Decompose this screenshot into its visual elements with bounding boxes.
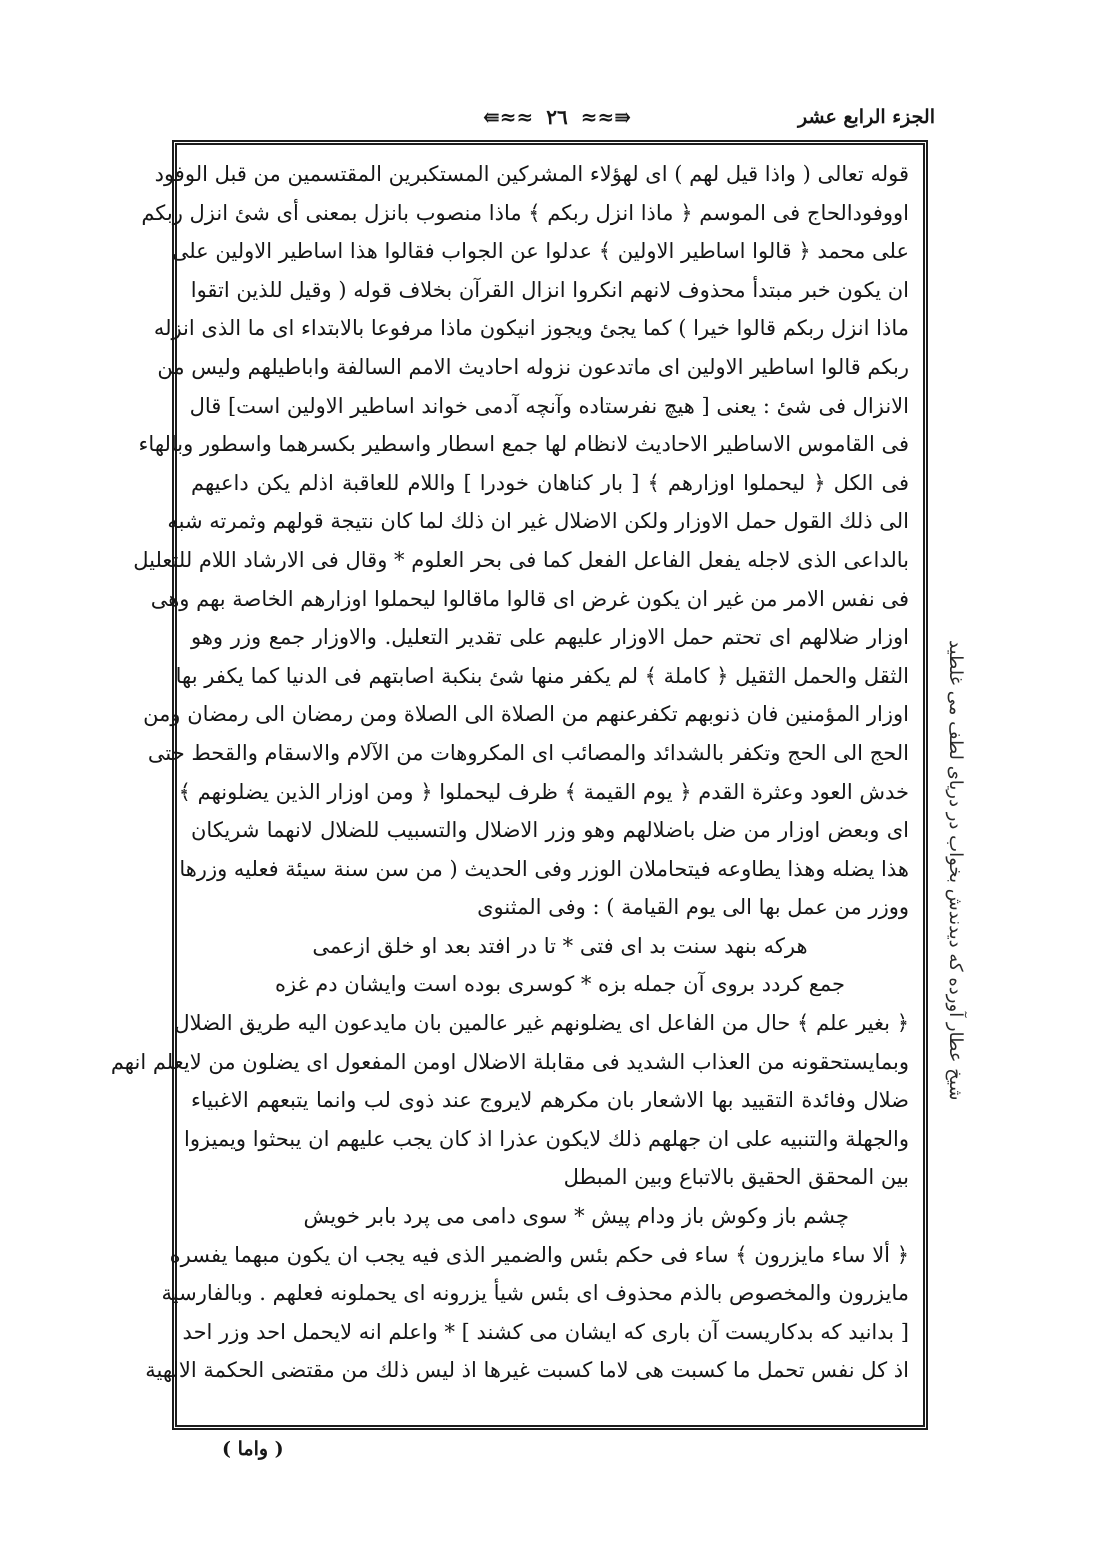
text-line: اى وبعض اوزار من ضل باضلالهم وهو وزر الاضلال والتسبيب للضلال لانهما شريكان xyxy=(191,818,909,843)
text-line: قوله تعالى ( واذا قيل لهم ) اى لهؤلاء المشركين المستكبرين المقتسمين من قبل الوفود xyxy=(154,162,909,186)
text-line: ربكم قالوا اساطير الاولين اى ماتدعون نزوله احاديث الامم السالفة واباطيلهم وليس من xyxy=(157,354,909,379)
text-line: هذا يضله وهذا يطاوعه فيتحاملان الوزر وفى الحديث ( من سن سنة سيئة فعليه وزرها xyxy=(179,856,909,881)
text-line: ووزر من عمل بها الى يوم القيامة ) : وفى المثنوى xyxy=(477,895,909,920)
text-line: على محمد ﴿ قالوا اساطير الاولين ﴾ عدلوا عن الجواب فقالوا هذا اساطير الاولين على xyxy=(171,239,909,264)
text-line: خدش العود وعثرة القدم ﴿ يوم القيمة ﴾ ظرف ليحملوا ﴿ ومن اوزار الذين يضلونهم ﴾ xyxy=(178,779,909,804)
text-line: ضلال وفائدة التقييد بها الاشعار بان مكرهم لايروج عند ذوى لب وانما يتبعهم الاغبياء xyxy=(191,1088,909,1113)
text-line: اذ كل نفس تحمل ما كسبت هى لاما كسبت غيرها اذ ليس ذلك من مقتضى الحكمة الالهية xyxy=(145,1358,909,1383)
page-number: ٢٦ xyxy=(546,105,568,129)
text-line: الثقل والحمل الثقيل ﴿ كاملة ﴾ لم يكفر منها شئ بنكبة اصابتهم فى الدنيا كما يكفر بها xyxy=(175,663,909,688)
running-header xyxy=(165,100,935,140)
verse-line: جمع كردد بروى آن جمله بزه * كوسرى بوده است وايشان دم غزه xyxy=(274,972,846,997)
text-line: اوزار المؤمنين فان ذنوبهم تكفرعنهم من الصلاة الى الصلاة ومن رمضان الى رمضان ومن xyxy=(143,702,909,727)
text-line: بين المحقق الحقيق بالاتباع وبين المبطل xyxy=(563,1165,909,1190)
text-line: الى ذلك القول حمل الاوزار ولكن الاضلال غير ان ذلك لما كان نتيجة قولهم وثمرته شبه xyxy=(167,509,909,534)
verse-line: هركه بنهد سنت بد اى فتى * تا در افتد بعد او خلق ازعمى xyxy=(312,933,808,958)
text-line: ﴿ بغير علم ﴾ حال من الفاعل اى يضلونهم غير عالمين بان مايدعون اليه طريق الضلال xyxy=(174,1011,909,1036)
text-line: فى الكل ﴿ ليحملوا اوزارهم ﴾ [ بار كناهان خودرا ] واللام للعاقبة اذلم يكن داعيهم xyxy=(191,470,909,495)
text-line: ان يكون خبر مبتدأ محذوف لانهم انكروا انزال القرآن بخلاف قوله ( وقيل للذين اتقوا xyxy=(190,277,909,302)
text-line: بالداعى الذى لاجله يفعل الفاعل الفعل كما فى بحر العلوم * وقال فى الارشاد اللام للتعليل xyxy=(133,547,909,572)
text-line: الحج الى الحج وتكفر بالشدائد والمصائب اى المكروهات من الآلام والاسقام والقحط حتى xyxy=(147,740,909,765)
ornament-right: ≈≈⇛ xyxy=(580,105,631,129)
text-line: مايزرون والمخصوص بالذم محذوف اى بئس شيأ يزرونه اى يحملونه فعلهم . وبالفارسية xyxy=(161,1281,909,1306)
text-line: فى نفس الامر من غير ان يكون غرض اى قالوا ماقالوا ليحملوا اوزارهم الخاصة بهم وهى xyxy=(150,586,909,611)
margin-note: شيخ عطار آورده كه ديدندش بخواب در درياى لطف مى غلطيد xyxy=(945,640,966,1101)
catchword: ( واما ) xyxy=(222,1438,284,1460)
part-title: الجزء الرابع عشر xyxy=(798,106,935,128)
page-number-ornament xyxy=(483,100,631,134)
text-line: اوزار ضلالهم اى تحتم حمل الاوزار عليهم على تقدير التعليل. والاوزار جمع وزر وهو xyxy=(191,625,909,650)
text-line: وبمايستحقونه من العذاب الشديد فى مقابلة الاضلال اومن المفعول اى يضلون من لايعلم انهم xyxy=(110,1049,909,1074)
text-line: ماذا انزل ربكم قالوا خيرا ) كما يجئ ويجوز انيكون ماذا مرفوعا بالابتداء اى ما الذى انزله xyxy=(153,316,909,341)
text-frame xyxy=(110,140,928,1430)
text-line: والجهلة والتنبيه على ان جهلهم ذلك لايكون عذرا اذ كان يجب عليهم ان يبحثوا ويميزوا xyxy=(184,1126,909,1151)
text-line: ﴿ ألا ساء مايزرون ﴾ ساء فى حكم بئس والضمير الذى فيه يجب ان يكون مبهما يفسره xyxy=(169,1242,909,1267)
ornament-left: ⇚≈≈ xyxy=(483,105,534,129)
text-line: الانزال فى شئ : يعنى [ هيچ نفرستاده وآنچه آدمى خواند اساطير الاولين است] قال xyxy=(189,393,909,418)
verse-line: چشم باز وكوش باز ودام پيش * سوى دامى مى پرد بابر خويش xyxy=(303,1204,849,1229)
text-line: اووفودالحاج فى الموسم ﴿ ماذا انزل ربكم ﴾ ماذا منصوب بانزل بمعنى أى شئ انزل ربكم xyxy=(141,200,909,225)
main-text xyxy=(110,155,909,1415)
text-line: فى القاموس الاساطير الاحاديث لانظام لها جمع اسطار واسطير بكسرهما واسطور وبالهاء xyxy=(138,432,909,457)
text-line: [ بدانيد كه بدكاريست آن بارى كه ايشان مى كشند ] * واعلم انه لايحمل احد وزر احد xyxy=(182,1319,909,1344)
